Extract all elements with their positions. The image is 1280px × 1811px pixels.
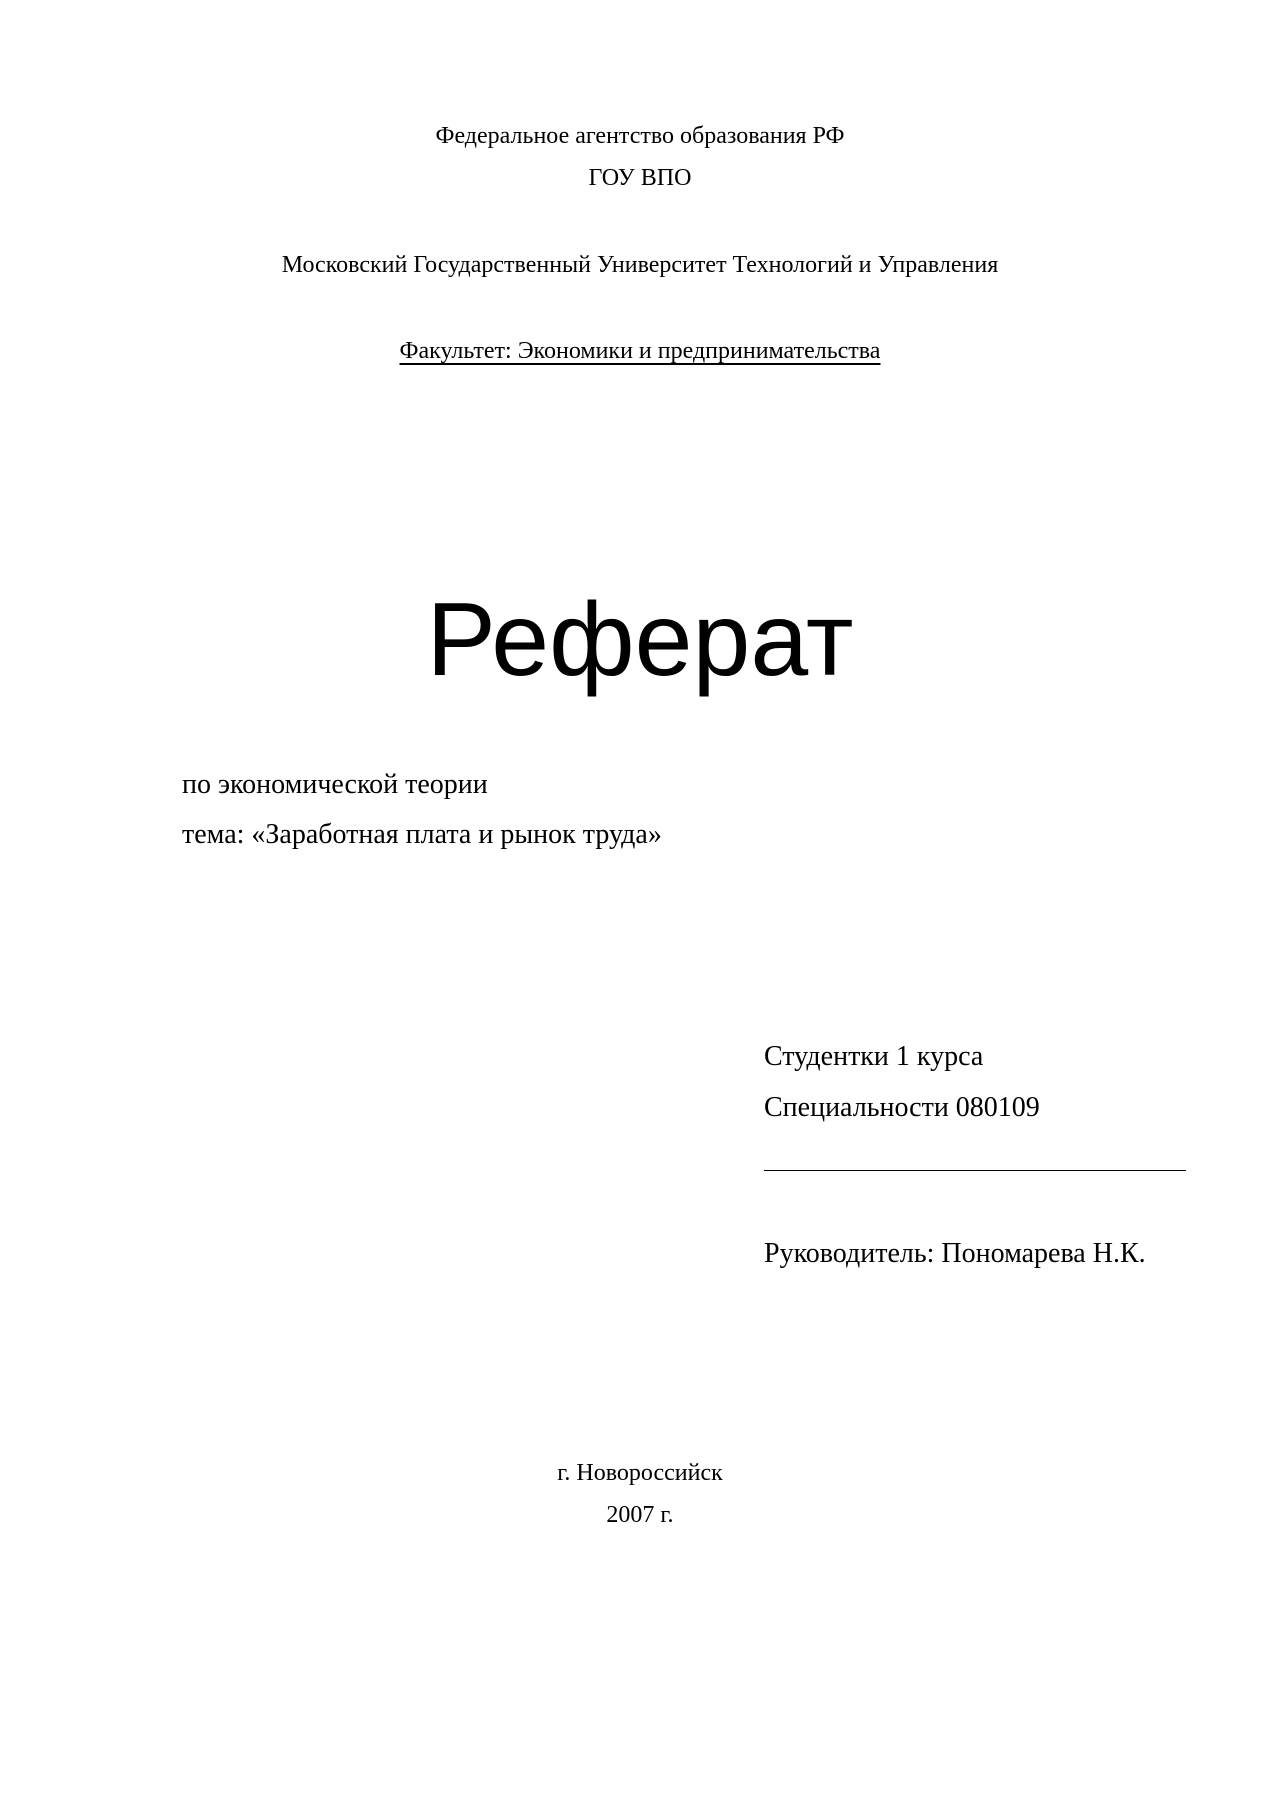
faculty-line: Факультет: Экономики и предпринимательства (399, 338, 881, 364)
faculty-wrapper (0, 336, 1280, 366)
topic-line: тема: «Заработная плата и рынок труда» (182, 819, 662, 850)
discipline-line: по экономической теории (182, 769, 488, 800)
institution-type-line: ГОУ ВПО (588, 165, 692, 191)
specialty-line: Специальности 080109 (764, 1092, 1040, 1123)
student-line: Студентки 1 курса (764, 1041, 984, 1072)
supervisor-line: Руководитель: Пономарева Н.К. (764, 1238, 1146, 1269)
city-line: г. Новороссийск (557, 1460, 723, 1486)
year-line: 2007 г. (606, 1502, 674, 1528)
signature-line (764, 1170, 1186, 1171)
university-line: Московский Государственный Университет Технологий и Управления (281, 252, 999, 278)
agency-line: Федеральное агентство образования РФ (435, 123, 845, 149)
document-title: Реферат (426, 582, 854, 698)
